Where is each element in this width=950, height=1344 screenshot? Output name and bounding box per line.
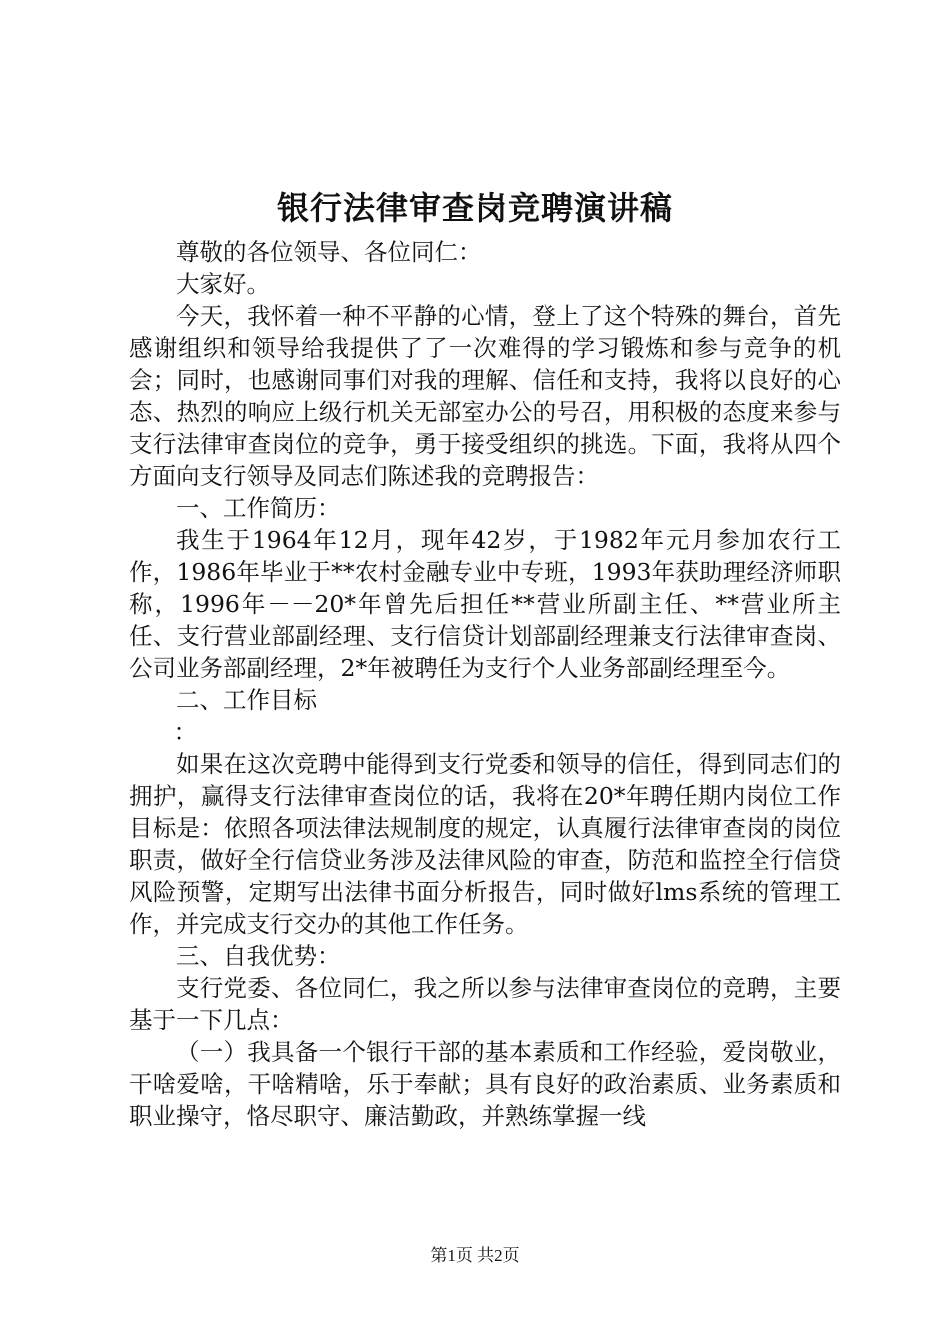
section-heading-goals: 二、工作目标 [176,686,317,714]
paragraph-colon: ： [173,718,198,746]
paragraph-salutation: 尊敬的各位领导、各位同仁： [176,238,482,266]
paragraph-resume: 我生于1964年12月，现年42岁，于1982年元月参加农行工作，1986年毕业于**农村金融专业中专班，1993年获助理经济师职称，1996年－－20*年曾先后担任**营业所副主任、**营业所主任、支行营业部副经理、支行信贷计划部副经理兼支行法律审查岗、公司业务部副经理，2*年被聘任为支行个人业务部副经理至今。 [129,526,841,682]
paragraph-goals: 如果在这次竞聘中能得到支行党委和领导的信任，得到同志们的拥护，赢得支行法律审查岗位的话，我将在20*年聘任期内岗位工作目标是：依照各项法律法规制度的规定，认真履行法律审查岗的岗位职责，做好全行信贷业务涉及法律风险的审查，防范和监控全行信贷风险预警，定期写出法律书面分析报告，同时做好lms系统的管理工作，并完成支行交办的其他工作任务。 [129,750,841,938]
paragraph-intro: 今天，我怀着一种不平静的心情，登上了这个特殊的舞台，首先感谢组织和领导给我提供了了一次难得的学习锻炼和参与竞争的机会；同时，也感谢同事们对我的理解、信任和支持，我将以良好的心态、热烈的响应上级行机关无部室办公的号召，用积极的态度来参与支行法律审查岗位的竞争，勇于接受组织的挑选。下面，我将从四个方面向支行领导及同志们陈述我的竞聘报告： [129,302,841,490]
paragraph-greeting: 大家好。 [176,270,270,298]
page-footer: 第1页 共2页 [430,1246,520,1265]
document-body [129,236,841,1132]
paragraph-strengths-intro: 支行党委、各位同仁，我之所以参与法律审查岗位的竞聘，主要基于一下几点： [129,974,841,1034]
document-title: 银行法律审查岗竞聘演讲稿 [276,189,673,227]
section-heading-strengths: 三、自我优势： [176,942,341,970]
section-heading-resume: 一、工作简历： [176,494,341,522]
paragraph-strength-one: （一）我具备一个银行干部的基本素质和工作经验，爱岗敬业，干啥爱啥，干啥精啥，乐于奉献；具有良好的政治素质、业务素质和职业操守，恪尽职守、廉洁勤政，并熟练掌握一线 [129,1038,841,1130]
